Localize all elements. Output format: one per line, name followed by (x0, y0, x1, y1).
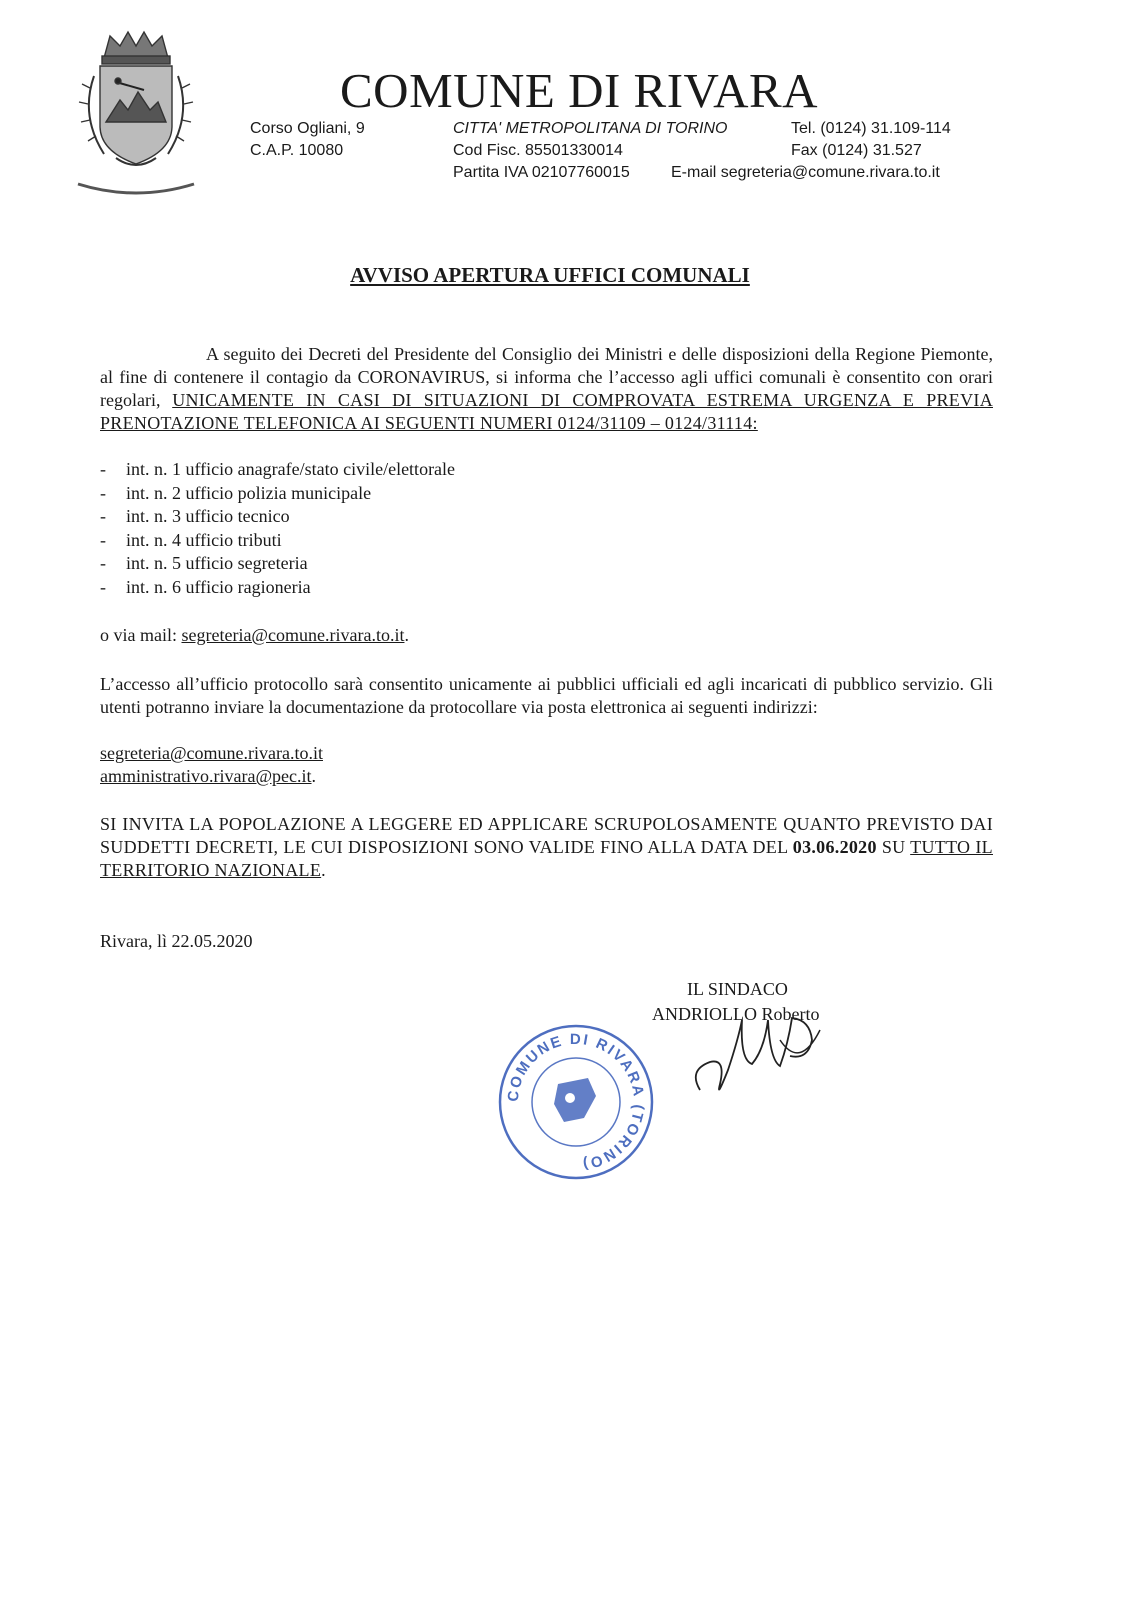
protocol-paragraph: L’accesso all’ufficio protocollo sarà consentito unicamente ai pubblici ufficiali ed agli incaricati di pubblico servizio. Gli utenti potranno inviare la documentazione da protocollare via posta elettronica ai seguenti indirizzi: (100, 674, 993, 717)
warning-date: 03.06.2020 (792, 837, 877, 857)
header-fax: Fax (0124) 31.527 (791, 142, 922, 159)
header-tel: Tel. (0124) 31.109-114 (791, 120, 951, 137)
warning-underlined: TUTTO IL TERRITORIO NAZIONALE (100, 837, 993, 880)
mail-line (100, 624, 993, 647)
list-item: - int. n. 2 ufficio polizia municipale (100, 482, 700, 506)
address-street: Corso Ogliani, 9 (250, 120, 365, 137)
warning-end: . (321, 860, 326, 880)
list-item: - int. n. 1 ufficio anagrafe/stato civile/elettorale (100, 458, 700, 482)
municipality-title: COMUNE DI RIVARA (340, 63, 819, 118)
list-item: - int. n. 6 ufficio ragioneria (100, 576, 700, 600)
official-stamp-icon (492, 1018, 660, 1186)
list-item: - int. n. 3 ufficio tecnico (100, 505, 700, 529)
email-link-pec[interactable]: amministrativo.rivara@pec.it (100, 766, 312, 786)
address-cap: C.A.P. 10080 (250, 142, 344, 159)
warning-text-b: SU (876, 837, 911, 857)
place-date: Rivara, lì 22.05.2020 (100, 931, 253, 951)
email-list (100, 742, 993, 788)
header-email: E-mail segreteria@comune.rivara.to.it (671, 164, 940, 181)
intro-paragraph (100, 343, 993, 435)
stamp-text: COMUNE DI RIVARA (TORINO) (504, 1030, 648, 1173)
list-item: - int. n. 4 ufficio tributi (100, 529, 700, 553)
mail-link[interactable]: segreteria@comune.rivara.to.it (181, 625, 405, 645)
intro-text: A seguito dei Decreti del Presidente del Consiglio dei Ministri e delle disposizioni della Regione Piemonte, al fine di contenere il contagio da CORONAVIRUS, si informa che l’accesso agli uffici comunali è consentito con orari regolari, (100, 344, 993, 410)
header-partita-iva: Partita IVA 02107760015 (453, 164, 630, 181)
signer-name: ANDRIOLLO Roberto (652, 1004, 820, 1024)
header-region: CITTA' METROPOLITANA DI TORINO (453, 120, 728, 137)
intro-underlined-text: UNICAMENTE IN CASI DI SITUAZIONI DI COMPROVATA ESTREMA URGENZA E PREVIA PRENOTAZIONE TELEFONICA AI SEGUENTI NUMERI 0124/31109 – 0124/31114: (100, 390, 993, 433)
email-link-segreteria[interactable]: segreteria@comune.rivara.to.it (100, 743, 323, 763)
email-suffix: . (311, 766, 317, 786)
coat-of-arms-icon (66, 26, 206, 206)
notice-title: AVVISO APERTURA UFFICI COMUNALI (350, 263, 750, 287)
mail-suffix: . (404, 625, 409, 645)
warning-text: SI INVITA LA POPOLAZIONE A LEGGERE ED APPLICARE SCRUPOLOSAMENTE QUANTO PREVISTO DAI SUDDETTI DECRETI, LE CUI DISPOSIZIONI SONO VALIDE FINO ALLA DATA DEL (100, 814, 993, 857)
header-cod-fisc: Cod Fisc. 85501330014 (453, 142, 623, 159)
warning-paragraph (100, 813, 993, 882)
handwritten-signature-icon (680, 1000, 850, 1110)
signer-role: IL SINDACO (687, 979, 788, 999)
list-item: - int. n. 5 ufficio segreteria (100, 552, 700, 576)
office-list (100, 458, 700, 599)
mail-prefix: o via mail: (100, 625, 182, 645)
